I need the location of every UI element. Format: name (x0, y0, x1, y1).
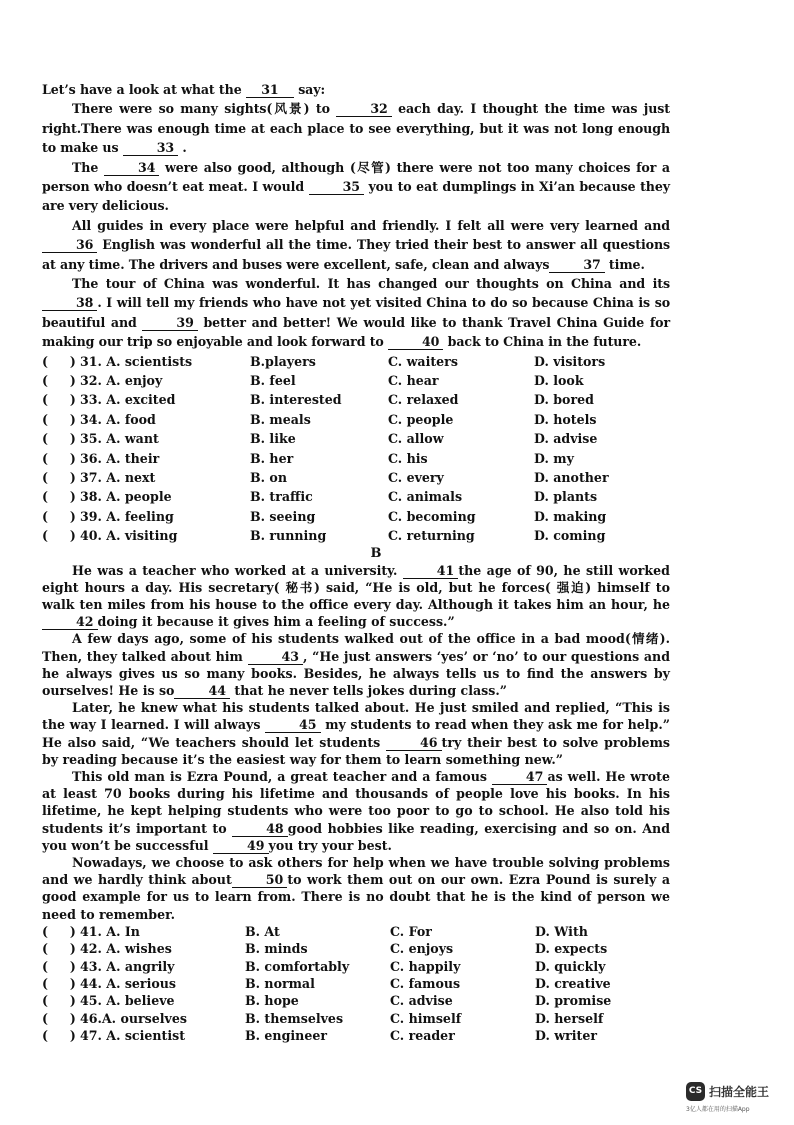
answer-blank: 40 (388, 334, 443, 350)
option-b: B. meals (250, 411, 311, 427)
passage-text: were also good, although (尽管) there were not too many choices for a person who doesn’t eat meat. I would (42, 159, 670, 195)
question-row (42, 371, 670, 390)
option-d: D. another (534, 470, 609, 486)
answer-bracket[interactable]: ( ) (42, 431, 76, 447)
option-d: D. plants (534, 489, 598, 505)
passage-text: back to China in the future. (443, 334, 642, 350)
question-row (42, 507, 670, 526)
section-a-passage (42, 80, 670, 352)
passage-text: He was a teacher who worked at a university. (72, 562, 403, 578)
passage-text: each day. I thought the time was just right.There was enough time at each place to see everything, but it was not long enough to make us (42, 101, 670, 156)
passage-text: the age of 90, he still worked eight hours a day. His secretary( 秘书) said, “He is old, but he forces( 强迫) himself to walk ten miles from his house to the office every day. Although it takes him an hour, he (42, 562, 670, 612)
question-row (42, 410, 670, 429)
answer-bracket[interactable]: ( ) (42, 958, 76, 974)
answer-bracket[interactable]: ( ) (42, 993, 76, 1009)
answer-blank: 39 (142, 315, 197, 331)
answer-bracket[interactable]: ( ) (42, 411, 76, 427)
option-c: C. enjoys (390, 941, 454, 957)
answer-bracket[interactable]: ( ) (42, 528, 76, 544)
option-a: 47. A. scientist (80, 1028, 186, 1044)
option-d: D. my (534, 450, 574, 466)
answer-blank: 34 (104, 160, 159, 176)
option-b: B. seeing (250, 508, 316, 524)
question-row (42, 975, 670, 992)
answer-blank: 47 (492, 769, 548, 785)
answer-bracket[interactable]: ( ) (42, 923, 76, 939)
option-a: 45. A. believe (80, 993, 175, 1009)
passage-text: There were so many sights(风景) to (72, 101, 337, 117)
option-d: D. advise (534, 431, 598, 447)
option-a: 33. A. excited (80, 392, 176, 408)
question-row (42, 449, 670, 468)
passage-text: The (72, 159, 104, 175)
camscanner-logo-icon: CS (686, 1082, 705, 1101)
passage-text: that he never tells jokes during class.” (230, 683, 507, 699)
question-row (42, 352, 670, 371)
passage-paragraph (42, 274, 670, 352)
passage-text: The tour of China was wonderful. It has changed our thoughts on China and its (72, 276, 670, 292)
option-b: B. engineer (245, 1028, 327, 1044)
option-d: D. hotels (534, 411, 597, 427)
option-c: C. reader (390, 1028, 455, 1044)
option-b: B. interested (250, 392, 342, 408)
option-b: B. like (250, 431, 296, 447)
option-b: B. traffic (250, 489, 313, 505)
answer-blank: 31 (246, 82, 294, 98)
answer-blank: 50 (232, 872, 288, 888)
option-d: D. bored (534, 392, 594, 408)
option-a: 31. A. scientists (80, 353, 193, 369)
question-row (42, 487, 670, 506)
option-a: 41. A. In (80, 923, 140, 939)
answer-bracket[interactable]: ( ) (42, 392, 76, 408)
option-d: D. With (535, 923, 588, 939)
answer-bracket[interactable]: ( ) (42, 450, 76, 466)
answer-blank: 36 (42, 237, 97, 253)
question-row (42, 429, 670, 448)
question-row (42, 1010, 670, 1027)
passage-paragraph (42, 854, 670, 923)
answer-blank: 33 (123, 140, 178, 156)
passage-text: English was wonderful all the time. They tried their best to answer all questions at any time. The drivers and buses were excellent, safe, clean and always (42, 237, 670, 272)
answer-bracket[interactable]: ( ) (42, 353, 76, 369)
question-row (42, 940, 670, 957)
option-b: B. feel (250, 373, 296, 389)
passage-text: Nowadays, we choose to ask others for help when we have trouble solving problems and we hardly think about (42, 855, 670, 888)
answer-bracket[interactable]: ( ) (42, 1028, 76, 1044)
passage-paragraph (42, 768, 670, 854)
answer-blank: 32 (336, 101, 391, 117)
option-b: B. comfortably (245, 958, 350, 974)
option-c: C. allow (388, 431, 444, 447)
answer-blank: 42 (42, 614, 98, 630)
answer-blank: 44 (174, 683, 230, 699)
section-b-options (42, 923, 670, 1045)
option-c: C. animals (388, 489, 463, 505)
passage-text: you try your best. (268, 837, 392, 853)
option-b: B.players (250, 353, 316, 369)
option-b: B. her (250, 450, 294, 466)
passage-paragraph (42, 216, 670, 274)
passage-text: This old man is Ezra Pound, a great teacher and a famous (72, 769, 492, 785)
option-d: D. coming (534, 528, 606, 544)
option-a: 40. A. visiting (80, 528, 178, 544)
passage-text: A few days ago, some of his students walked out of the office in a bad mood(情绪). Then, they talked about him (42, 631, 670, 664)
option-b: B. At (245, 923, 280, 939)
passage-text: Let’s have a look at what the (42, 82, 246, 97)
option-c: C. every (388, 470, 444, 486)
option-d: D. quickly (535, 958, 606, 974)
passage-text: better and better! We would like to thank Travel China Guide for making our trip so enjoyable and look forward to (42, 314, 670, 350)
passage-text: . I will tell my friends who have not yet visited China to do so because China is so beautiful and (42, 295, 670, 330)
option-d: D. promise (535, 993, 612, 1009)
option-c: C. advise (390, 993, 453, 1009)
answer-blank: 43 (248, 649, 304, 665)
passage-text: Later, he knew what his students talked about. He just smiled and replied, “This is the way I learned. I will always (42, 700, 670, 733)
option-a: 38. A. people (80, 489, 172, 505)
passage-text: as well. He wrote at least 70 books during his lifetime and thousands of people love his books. In his lifetime, he kept helping students who were too poor to go to school. He also told his students it’s important to (42, 769, 670, 836)
passage-text: good hobbies like reading, exercising and so on. And you won’t be successful (42, 820, 670, 853)
option-c: C. relaxed (388, 392, 459, 408)
option-c: C. people (388, 411, 454, 427)
option-c: C. waiters (388, 353, 458, 369)
answer-blank: 37 (549, 257, 604, 273)
question-row (42, 526, 670, 545)
option-a: 44. A. serious (80, 976, 177, 992)
camscanner-watermark (686, 1082, 786, 1116)
exam-page (42, 80, 670, 1045)
section-b-passage (42, 562, 670, 923)
answer-blank: 41 (403, 563, 459, 579)
option-c: C. returning (388, 528, 475, 544)
option-d: D. writer (535, 1028, 597, 1044)
passage-text: try their best to solve problems by reading because it’s the easiest way for them to learn something new.” (42, 734, 670, 767)
option-a: 39. A. feeling (80, 508, 174, 524)
option-a: 35. A. want (80, 431, 159, 447)
watermark-subtitle: 3亿人都在用的扫描App (686, 1106, 750, 1113)
option-b: B. on (250, 470, 287, 486)
option-c: C. hear (388, 373, 439, 389)
answer-blank: 48 (232, 821, 288, 837)
option-c: C. becoming (388, 508, 476, 524)
option-d: D. herself (535, 1010, 604, 1026)
question-row (42, 390, 670, 409)
passage-text: , “He just answers ‘yes’ or ‘no’ to our questions and he always gives us so many books. Besides, he always tells us to find the answers by ourselves! He is so (42, 648, 671, 699)
option-d: D. expects (535, 941, 608, 957)
option-c: C. himself (390, 1010, 462, 1026)
passage-text: doing it because it gives him a feeling of success.” (97, 614, 455, 630)
passage-text: . (178, 140, 187, 156)
answer-bracket[interactable]: ( ) (42, 1010, 76, 1026)
passage-text: All guides in every place were helpful and friendly. I felt all were very learned and (72, 217, 670, 233)
option-a: 34. A. food (80, 411, 156, 427)
option-b: B. hope (245, 993, 299, 1009)
option-b: B. normal (245, 976, 315, 992)
option-d: D. creative (535, 976, 611, 992)
section-a-options (42, 352, 670, 546)
question-row (42, 468, 670, 487)
passage-text: you to eat dumplings in Xi’an because they are very delicious. (42, 179, 670, 214)
answer-bracket[interactable]: ( ) (42, 470, 76, 486)
option-a: 46.A. ourselves (80, 1010, 187, 1026)
passage-text: say: (293, 82, 326, 97)
option-a: 43. A. angrily (80, 958, 175, 974)
option-d: D. making (534, 508, 607, 524)
answer-blank: 46 (386, 735, 442, 751)
answer-blank: 38 (42, 295, 97, 311)
option-a: 42. A. wishes (80, 941, 172, 957)
answer-blank: 49 (213, 838, 269, 854)
question-row (42, 992, 670, 1009)
passage-text: to work them out on our own. Ezra Pound is surely a good example for us to learn from. There is no doubt that he is the kind of person we need to remember. (42, 872, 670, 922)
option-c: C. his (388, 450, 428, 466)
watermark-title: 扫描全能王 (709, 1085, 770, 1099)
option-d: D. visitors (534, 353, 606, 369)
question-row (42, 1027, 670, 1044)
question-row (42, 923, 670, 940)
answer-blank: 45 (265, 717, 321, 733)
option-d: D. look (534, 373, 584, 389)
option-a: 37. A. next (80, 470, 156, 486)
passage-paragraph (42, 99, 670, 157)
option-b: B. minds (245, 941, 308, 957)
option-c: C. For (390, 923, 432, 939)
passage-paragraph (42, 80, 670, 99)
answer-bracket[interactable]: ( ) (42, 508, 76, 524)
option-b: B. running (250, 528, 327, 544)
option-b: B. themselves (245, 1010, 344, 1026)
question-row (42, 958, 670, 975)
answer-bracket[interactable]: ( ) (42, 941, 76, 957)
option-c: C. happily (390, 958, 461, 974)
passage-paragraph (42, 562, 670, 631)
section-b-heading: B (370, 545, 382, 561)
answer-bracket[interactable]: ( ) (42, 489, 76, 505)
passage-paragraph (42, 158, 670, 216)
passage-paragraph (42, 630, 670, 699)
option-a: 36. A. their (80, 450, 160, 466)
passage-text: time. (604, 256, 645, 272)
option-c: C. famous (390, 976, 461, 992)
answer-blank: 35 (309, 179, 364, 195)
passage-paragraph (42, 699, 670, 768)
answer-bracket[interactable]: ( ) (42, 976, 76, 992)
passage-text: my students to read when they ask me for help.” He also said, “We teachers should let students (42, 717, 670, 750)
answer-bracket[interactable]: ( ) (42, 373, 76, 389)
option-a: 32. A. enjoy (80, 373, 163, 389)
